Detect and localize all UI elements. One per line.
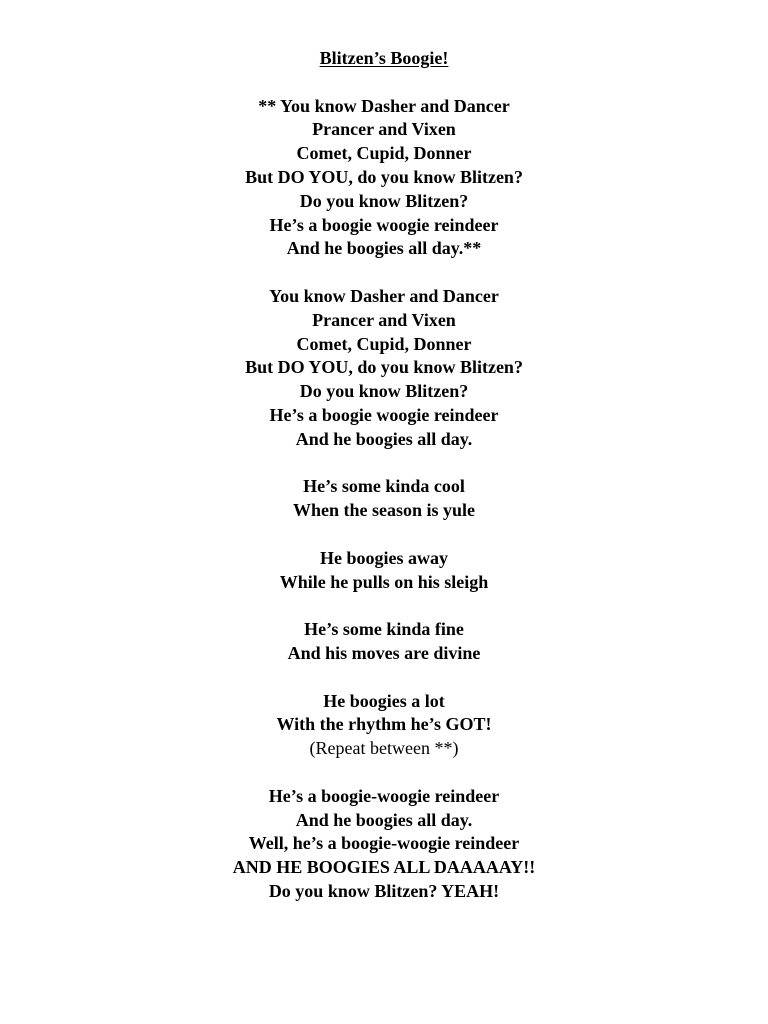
lyric-line: But DO YOU, do you know Blitzen? (245, 166, 523, 187)
lyric-line: Do you know Blitzen? (299, 190, 469, 211)
lyric-line: And he boogies all day. (295, 428, 473, 449)
lyric-line: Do you know Blitzen? (299, 381, 469, 402)
lyric-line: AND HE BOOGIES ALL DAAAAAY!! (232, 857, 536, 878)
blank-line (0, 594, 768, 618)
lyric-line: He’s some kinda cool (303, 476, 465, 497)
lyric-line: And his moves are divine (287, 642, 481, 663)
blank-line (0, 452, 768, 476)
song-title: Blitzen’s Boogie! (319, 48, 449, 68)
stanza (0, 785, 768, 904)
lyric-line: But DO YOU, do you know Blitzen? (245, 357, 523, 378)
stanza (0, 285, 768, 452)
stanza-list (0, 95, 768, 904)
lyric-line: He’s a boogie-woogie reindeer (268, 785, 500, 806)
blank-line (0, 666, 768, 690)
lyric-line: And he boogies all day.** (286, 238, 482, 259)
lyric-line: With the rhythm he’s GOT! (276, 714, 492, 735)
lyric-line: He boogies away (320, 547, 448, 568)
lyric-line: ** You know Dasher and Dancer (258, 95, 510, 116)
stanza (0, 618, 768, 666)
lyric-line: He’s a boogie woogie reindeer (269, 214, 499, 235)
lyric-line: He’s some kinda fine (304, 619, 464, 640)
lyric-line: You know Dasher and Dancer (269, 285, 499, 306)
blank-line (0, 71, 768, 95)
stanza (0, 547, 768, 595)
lyric-line: Do you know Blitzen? YEAH! (268, 880, 500, 901)
blank-line (0, 523, 768, 547)
lyric-line: When the season is yule (292, 500, 476, 521)
stanza (0, 690, 768, 761)
lyric-line: And he boogies all day. (295, 809, 473, 830)
lyric-line: While he pulls on his sleigh (279, 571, 489, 592)
lyric-line: Comet, Cupid, Donner (296, 333, 472, 354)
blank-line (0, 261, 768, 285)
lyrics-body (0, 47, 768, 904)
lyric-line: Prancer and Vixen (312, 119, 456, 140)
stanza (0, 95, 768, 262)
lyric-line: Comet, Cupid, Donner (296, 143, 472, 164)
blank-line (0, 761, 768, 785)
lyric-line: Well, he’s a boogie-woogie reindeer (248, 833, 520, 854)
stanza (0, 475, 768, 523)
repeat-instruction: (Repeat between **) (309, 738, 459, 759)
lyric-line: He boogies a lot (323, 690, 445, 711)
lyric-line: He’s a boogie woogie reindeer (269, 404, 499, 425)
lyric-line: Prancer and Vixen (312, 309, 456, 330)
